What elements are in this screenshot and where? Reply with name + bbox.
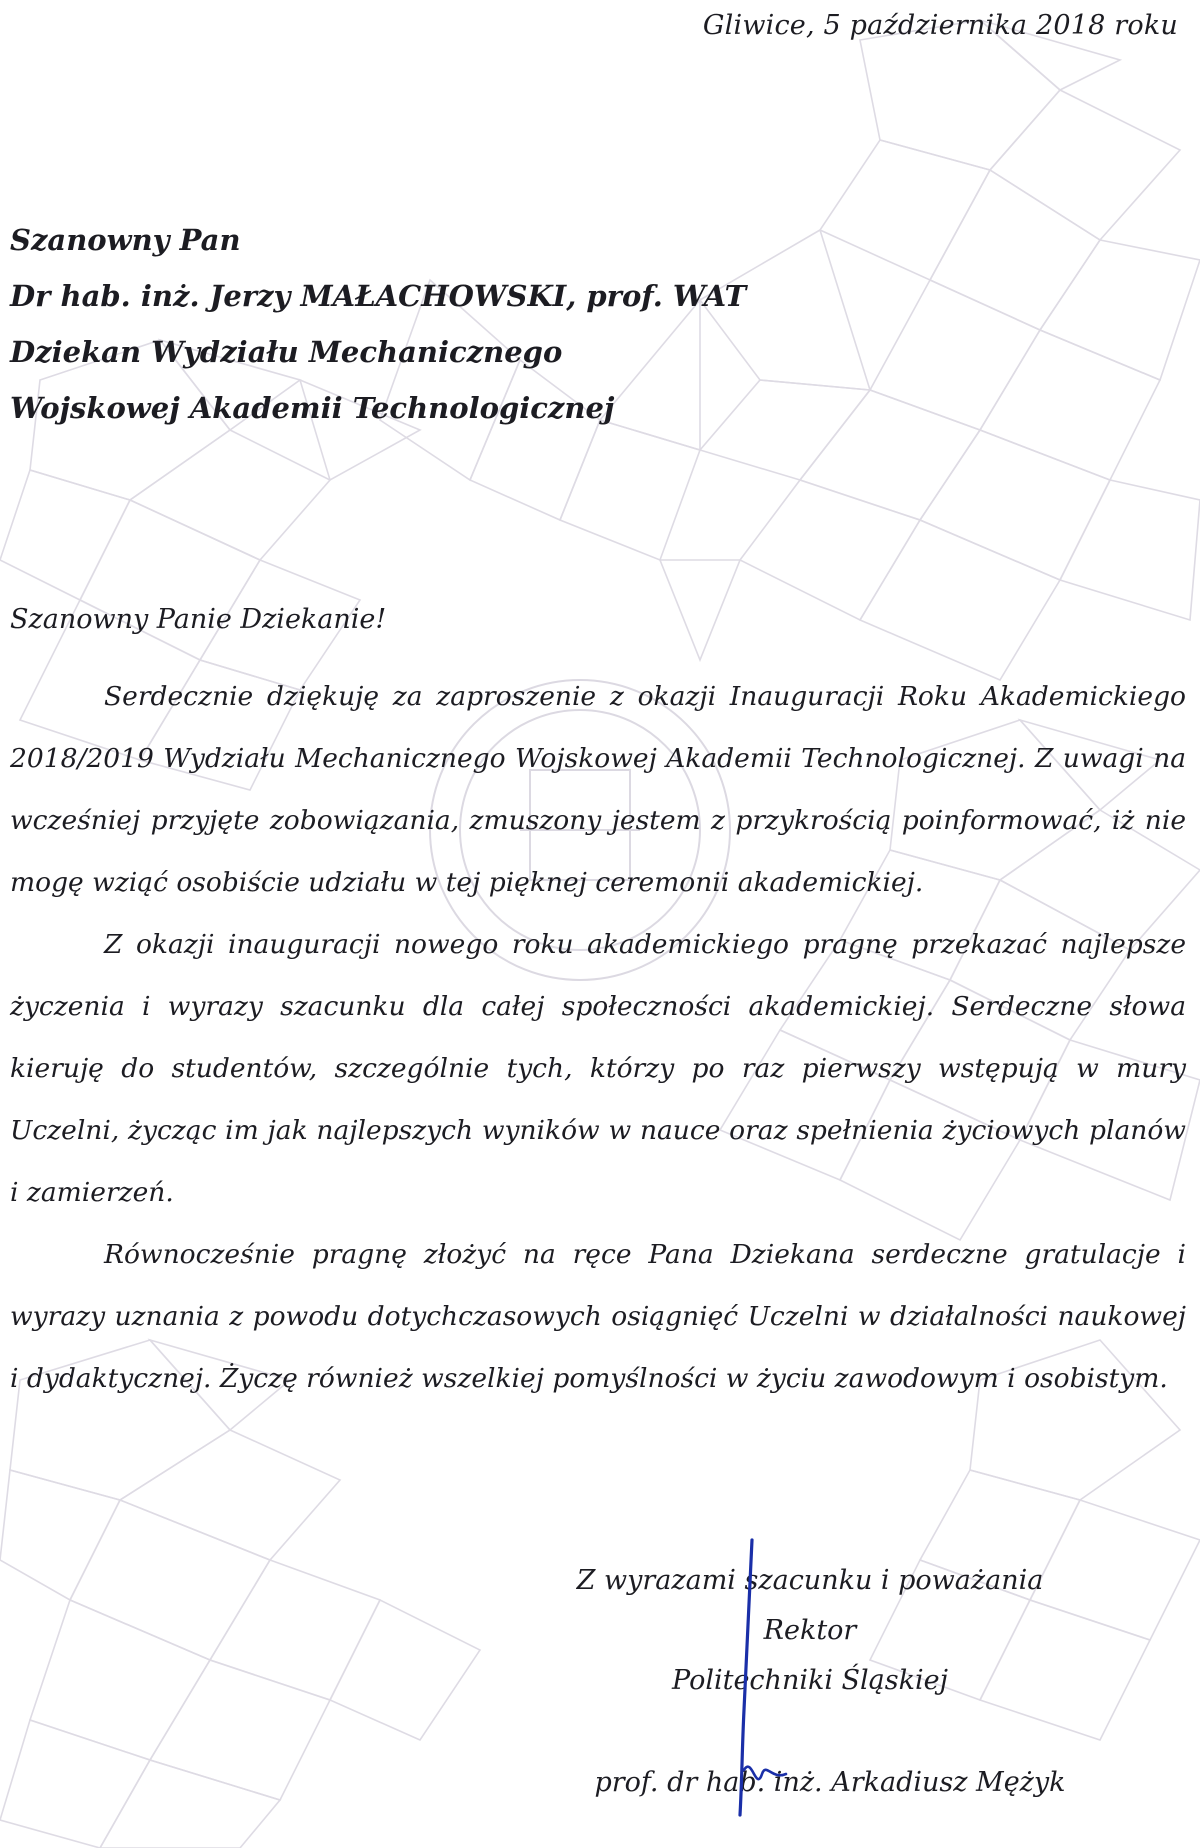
closing-block — [430, 1556, 1190, 1808]
closing-institution: Politechniki Śląskiej — [672, 1665, 948, 1696]
body-paragraph: Serdecznie dziękuję za zaproszenie z okazji Inauguracji Roku Akademickiego 2018/2019 Wydziału Mechanicznego Wojskowej Akademii Technologicznej. Z uwagi na wcześniej przyjęte zobowiązania, zmuszony jestem z przykrością poinformować, iż nie mogę wziąć osobiście udziału w tej pięknej ceremonii akademickiej. — [10, 681, 1186, 898]
handwritten-signature — [700, 1530, 810, 1830]
closing-title: Rektor — [763, 1615, 857, 1646]
addressee-line-name: Dr hab. inż. Jerzy MAŁACHOWSKI, prof. WAT — [10, 279, 747, 313]
addressee-line-salutation: Szanowny Pan — [10, 223, 241, 257]
addressee-line-position: Dziekan Wydziału Mechanicznego — [10, 335, 563, 369]
letter-body — [10, 666, 1186, 1410]
signatory-name: prof. dr hab. inż. Arkadiusz Mężyk — [594, 1767, 1066, 1798]
closing-phrase: Z wyrazami szacunku i poważania — [576, 1565, 1044, 1596]
addressee-line-institution: Wojskowej Akademii Technologicznej — [10, 391, 615, 425]
body-paragraph: Z okazji inauguracji nowego roku akademickiego pragnę przekazać najlepsze życzenia i wyrazy szacunku dla całej społeczności akademickiej. Serdeczne słowa kieruję do studentów, szczególnie tych, którzy po raz pierwszy wstępują w mury Uczelni, życząc im jak najlepszych wyników w nauce oraz spełnienia życiowych planów i zamierzeń. — [10, 929, 1186, 1208]
addressee-block — [10, 212, 746, 436]
body-paragraph: Równocześnie pragnę złożyć na ręce Pana Dziekana serdeczne gratulacje i wyrazy uznania z powodu dotychczasowych osiągnięć Uczelni w działalności naukowej i dydaktycznej. Życzę również wszelkiej pomyślności w życiu zawodowym i osobistym. — [10, 1239, 1186, 1394]
salutation: Szanowny Panie Dziekanie! — [10, 604, 387, 635]
date-line: Gliwice, 5 października 2018 roku — [702, 10, 1178, 41]
